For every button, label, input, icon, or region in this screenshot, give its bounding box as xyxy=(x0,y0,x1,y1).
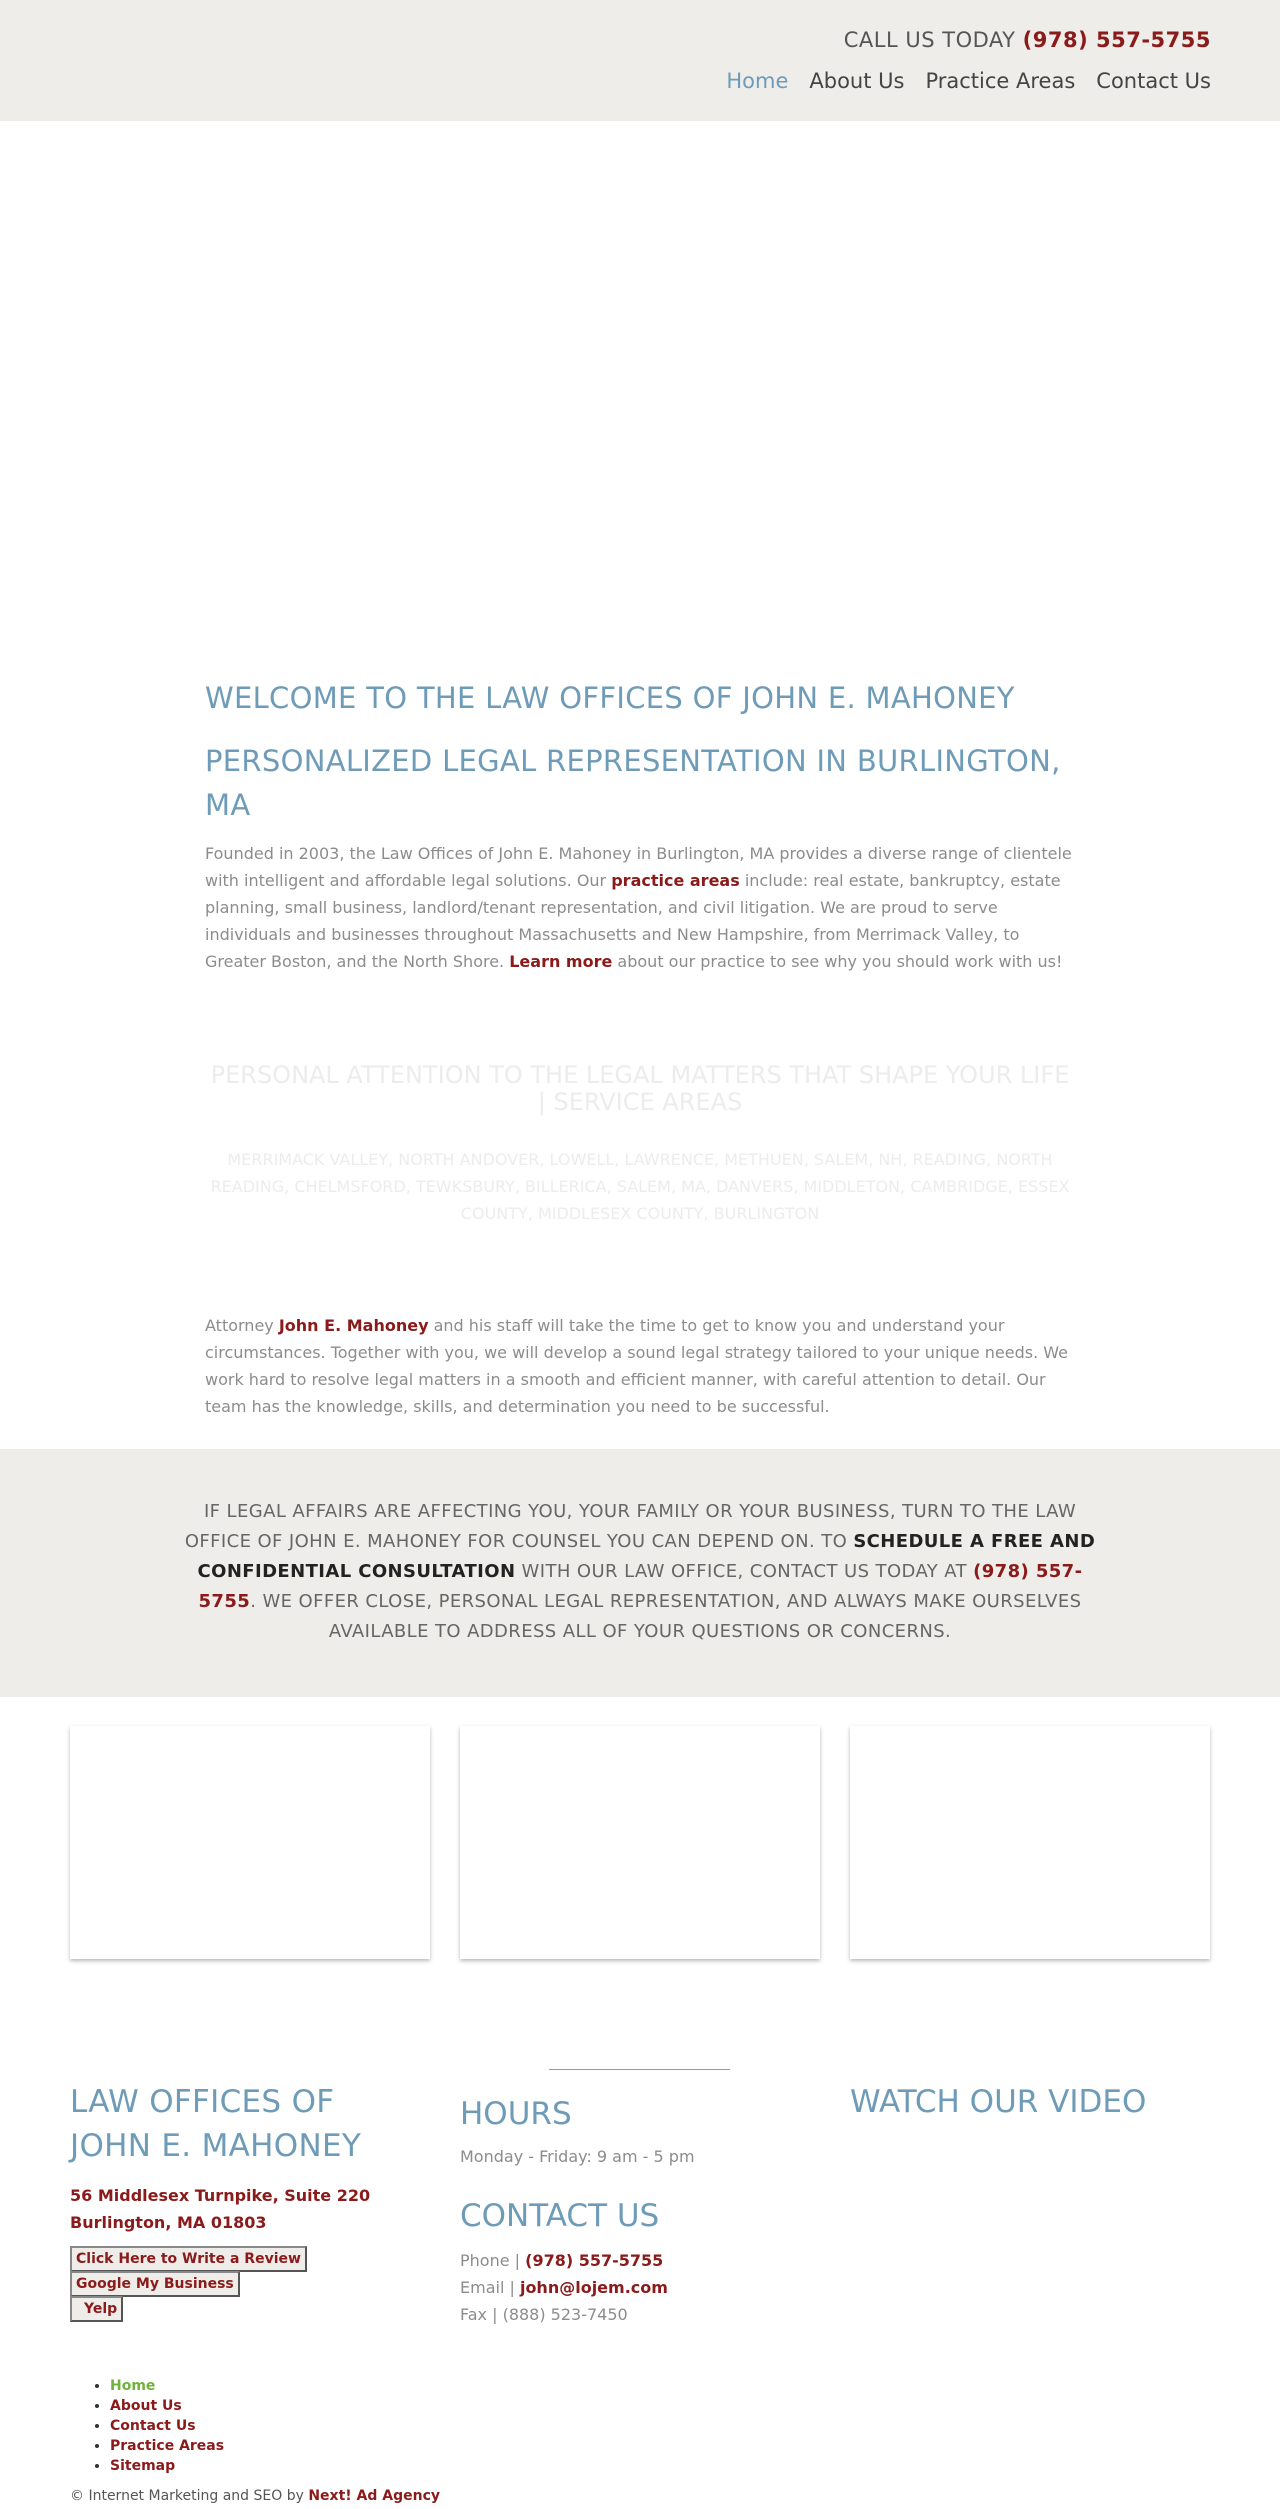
call-label: CALL US TODAY xyxy=(843,28,1016,52)
write-review-button[interactable]: Click Here to Write a Review xyxy=(70,2246,307,2272)
intro-text-b: include: real estate, bankruptcy, estate planning, small business, landlord/tenant representation, and civil litigation. We are proud to serve individuals and businesses throughout Massachusetts and New Hampshire, from Merrimack Valley, to Greater Boston, and the North Shore. xyxy=(205,871,1061,971)
footer-link-item xyxy=(110,2436,224,2456)
learn-more-link[interactable]: Learn more xyxy=(509,952,613,971)
site-header xyxy=(0,0,1280,121)
copyright-line xyxy=(70,2488,440,2504)
cta-phone-link[interactable]: (978) 557-5755 xyxy=(198,1561,1083,1612)
cta-text-c: . WE OFFER CLOSE, PERSONAL LEGAL REPRESENTATION, AND ALWAYS MAKE OURSELVES AVAILABLE TO ADDRESS ALL OF YOUR QUESTIONS OR CONCERNS. xyxy=(250,1591,1082,1642)
footer-link-home[interactable]: Home xyxy=(110,2378,156,2394)
email-label: Email | xyxy=(460,2278,520,2297)
address-line-2: Burlington, MA 01803 xyxy=(70,2213,267,2232)
call-us-line xyxy=(844,28,1211,52)
contact-email-line xyxy=(460,2278,668,2297)
subtitle-heading: PERSONALIZED LEGAL REPRESENTATION IN BURLINGTON, MA xyxy=(205,744,1061,822)
footer-link-item xyxy=(110,2376,224,2396)
feature-card-3[interactable] xyxy=(850,1726,1210,1959)
contact-fax-line: Fax | (888) 523-7450 xyxy=(460,2305,628,2324)
main-nav xyxy=(726,69,1211,93)
footer-firm-name: LAW OFFICES OF JOHN E. MAHONEY xyxy=(70,2084,362,2164)
attorney-name-link[interactable]: John E. Mahoney xyxy=(278,1316,429,1335)
cta-text xyxy=(180,1497,1100,1647)
welcome-heading: WELCOME TO THE LAW OFFICES OF JOHN E. MAHONEY xyxy=(205,681,1015,715)
video-heading: WATCH OUR VIDEO xyxy=(850,2084,1147,2120)
cta-strong: SCHEDULE A FREE AND CONFIDENTIAL CONSULTATION xyxy=(197,1531,1096,1582)
feature-card-2[interactable] xyxy=(460,1726,820,1959)
copyright-text: © Internet Marketing and SEO by xyxy=(70,2488,309,2504)
nav-about-us[interactable]: About Us xyxy=(809,69,905,93)
footer-link-item xyxy=(110,2456,224,2476)
phone-label: Phone | xyxy=(460,2251,526,2270)
footer-phone-link[interactable]: (978) 557-5755 xyxy=(525,2251,664,2270)
attorney-prefix: Attorney xyxy=(205,1316,279,1335)
footer-link-item xyxy=(110,2396,224,2416)
address-line-1: 56 Middlesex Turnpike, Suite 220 xyxy=(70,2186,371,2205)
practice-areas-link[interactable]: practice areas xyxy=(611,871,740,890)
google-my-business-button[interactable]: Google My Business xyxy=(70,2271,240,2297)
header-phone-link[interactable]: (978) 557-5755 xyxy=(1022,28,1211,52)
intro-text-c: about our practice to see why you should work with us! xyxy=(612,952,1063,971)
nav-practice-areas[interactable]: Practice Areas xyxy=(925,69,1076,93)
feature-card-1[interactable] xyxy=(70,1726,430,1959)
cta-text-b: WITH OUR LAW OFFICE, CONTACT US TODAY AT xyxy=(515,1561,974,1582)
attorney-text: and his staff will take the time to get to know you and understand your circumstances. Together with you, we will develop a sound legal strategy tailored to your unique needs. We work hard to resolve legal matters in a smooth and efficient manner, with careful attention to detail. Our team has the knowledge, skills, and determination you need to be successful. xyxy=(205,1316,1068,1416)
cta-text-a: IF LEGAL AFFAIRS ARE AFFECTING YOU, YOUR FAMILY OR YOUR BUSINESS, TURN TO THE LAW OFFICE OF JOHN E. MAHONEY FOR COUNSEL YOU CAN DEPEND ON. TO xyxy=(184,1501,1077,1552)
footer-link-about[interactable]: About Us xyxy=(110,2398,182,2414)
footer-link-sitemap[interactable]: Sitemap xyxy=(110,2458,176,2474)
footer-address[interactable] xyxy=(70,2182,410,2236)
service-areas-heading: PERSONAL ATTENTION TO THE LEGAL MATTERS THAT SHAPE YOUR LIFE | SERVICE AREAS xyxy=(210,1061,1070,1116)
nav-home[interactable]: Home xyxy=(726,69,789,93)
service-areas-list: MERRIMACK VALLEY, NORTH ANDOVER, LOWELL, LAWRENCE, METHUEN, SALEM, NH, READING, NORTH READING, CHELMSFORD, TEWKSBURY, BILLERICA, SALEM, MA, DANVERS, MIDDLETON, CAMBRIDGE, ESSEX COUNTY, MIDDLESEX COUNTY, BURLINGTON xyxy=(210,1150,1070,1223)
nav-contact-us[interactable]: Contact Us xyxy=(1096,69,1211,93)
footer-divider xyxy=(549,2069,730,2070)
footer-links xyxy=(110,2376,224,2476)
hours-text: Monday - Friday: 9 am - 5 pm xyxy=(460,2147,695,2166)
footer-link-item xyxy=(110,2416,224,2436)
hours-heading: HOURS xyxy=(460,2096,572,2132)
footer-email-link[interactable]: john@lojem.com xyxy=(519,2278,668,2297)
contact-phone-line xyxy=(460,2251,663,2270)
contact-heading: CONTACT US xyxy=(460,2198,660,2234)
attorney-paragraph xyxy=(205,1312,1085,1420)
footer-link-contact[interactable]: Contact Us xyxy=(110,2418,196,2434)
intro-text-a: Founded in 2003, the Law Offices of John E. Mahoney in Burlington, MA provides a diverse range of clientele with intelligent and affordable legal solutions. Our xyxy=(205,844,1072,890)
footer-link-practice[interactable]: Practice Areas xyxy=(110,2438,225,2454)
yelp-button[interactable]: Yelp xyxy=(70,2296,123,2322)
agency-link[interactable]: Next! Ad Agency xyxy=(308,2488,440,2504)
intro-paragraph xyxy=(205,840,1085,975)
